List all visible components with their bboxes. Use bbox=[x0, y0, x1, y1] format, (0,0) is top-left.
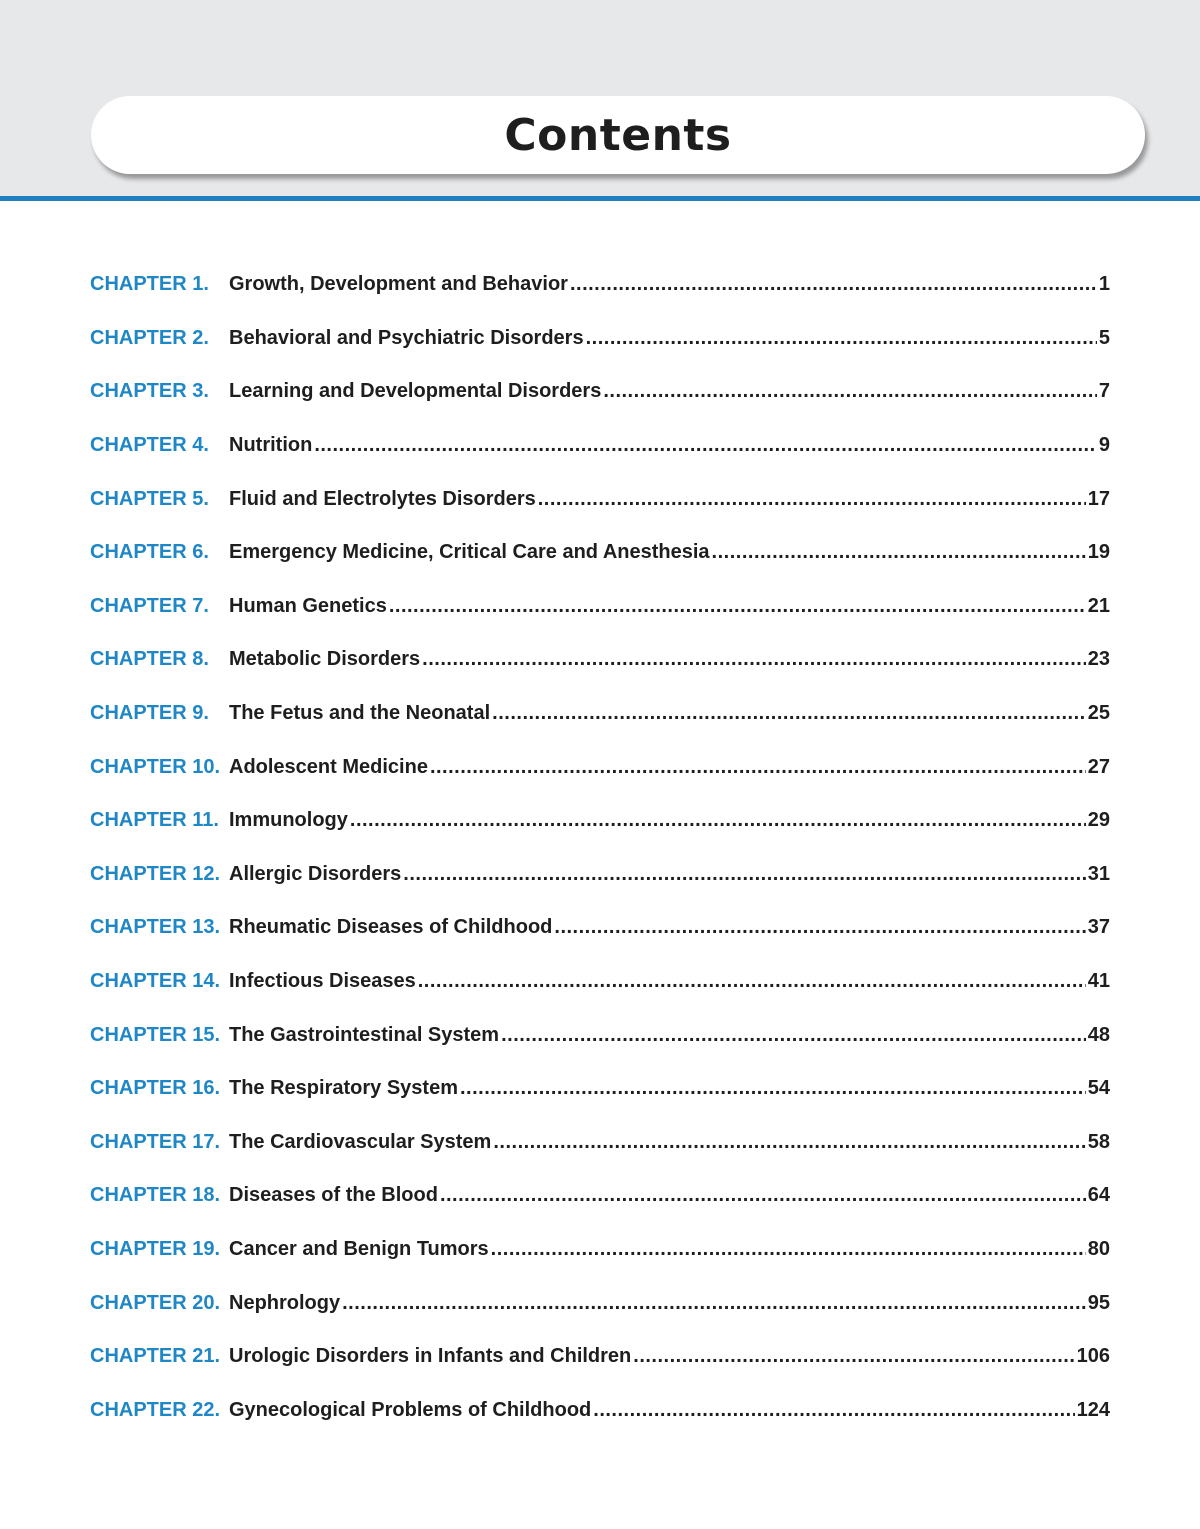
toc-entry[interactable] bbox=[90, 687, 1110, 741]
dot-leader bbox=[593, 1399, 1074, 1422]
chapter-entry bbox=[229, 380, 1110, 403]
chapter-label: CHAPTER 16. bbox=[90, 1077, 221, 1100]
chapter-title[interactable]: Human Genetics bbox=[229, 594, 387, 617]
page-number: 7 bbox=[1098, 380, 1110, 403]
page-number: 37 bbox=[1087, 916, 1110, 939]
page-number: 54 bbox=[1087, 1077, 1110, 1100]
chapter-entry bbox=[229, 863, 1110, 886]
page-number: 41 bbox=[1087, 970, 1110, 993]
page-number: 25 bbox=[1087, 702, 1110, 725]
page-number: 106 bbox=[1076, 1345, 1110, 1368]
dot-leader bbox=[389, 595, 1086, 618]
chapter-entry bbox=[229, 1131, 1110, 1154]
toc-entry[interactable] bbox=[90, 901, 1110, 955]
dot-leader bbox=[430, 756, 1086, 779]
chapter-title[interactable]: The Respiratory System bbox=[229, 1077, 458, 1100]
toc-entry[interactable] bbox=[90, 312, 1110, 366]
chapter-title[interactable]: Metabolic Disorders bbox=[229, 648, 421, 671]
toc-entry[interactable] bbox=[90, 633, 1110, 687]
toc-entry[interactable] bbox=[90, 1008, 1110, 1062]
chapter-title[interactable]: Behavioral and Psychiatric Disorders bbox=[229, 326, 584, 349]
title-banner bbox=[91, 96, 1145, 174]
toc-entry[interactable] bbox=[90, 955, 1110, 1009]
toc-entry[interactable] bbox=[90, 1276, 1110, 1330]
chapter-title[interactable]: Nutrition bbox=[229, 434, 313, 457]
chapter-title[interactable]: Diseases of the Blood bbox=[229, 1184, 438, 1207]
page-number: 23 bbox=[1087, 648, 1110, 671]
chapter-label: CHAPTER 17. bbox=[90, 1130, 221, 1153]
chapter-title[interactable]: Allergic Disorders bbox=[229, 862, 402, 885]
page-number: 58 bbox=[1087, 1130, 1110, 1153]
dot-leader bbox=[422, 648, 1086, 671]
toc-entry[interactable] bbox=[90, 848, 1110, 902]
page-number: 9 bbox=[1098, 434, 1110, 457]
chapter-title[interactable]: The Cardiovascular System bbox=[229, 1130, 492, 1153]
chapter-entry bbox=[229, 1077, 1110, 1100]
chapter-title[interactable]: Cancer and Benign Tumors bbox=[229, 1237, 489, 1260]
chapter-title[interactable]: Infectious Diseases bbox=[229, 970, 416, 993]
chapter-title[interactable]: Rheumatic Diseases of Childhood bbox=[229, 916, 553, 939]
chapter-title[interactable]: Growth, Development and Behavior bbox=[229, 273, 568, 296]
page-number: 80 bbox=[1087, 1237, 1110, 1260]
page-title: Contents bbox=[504, 109, 732, 161]
chapter-entry bbox=[229, 488, 1110, 511]
dot-leader bbox=[491, 1238, 1086, 1261]
dot-leader bbox=[350, 809, 1086, 832]
toc-entry[interactable] bbox=[90, 1169, 1110, 1223]
page-number: 19 bbox=[1087, 541, 1110, 564]
dot-leader bbox=[538, 488, 1086, 511]
dot-leader bbox=[460, 1077, 1086, 1100]
chapter-entry bbox=[229, 541, 1110, 564]
dot-leader bbox=[440, 1184, 1086, 1207]
chapter-title[interactable]: The Fetus and the Neonatal bbox=[229, 702, 491, 725]
chapter-entry bbox=[229, 595, 1110, 618]
chapter-label: CHAPTER 12. bbox=[90, 862, 221, 885]
dot-leader bbox=[493, 1131, 1085, 1154]
dot-leader bbox=[633, 1345, 1074, 1368]
chapter-label: CHAPTER 4. bbox=[90, 434, 209, 457]
chapter-entry bbox=[229, 1238, 1110, 1261]
chapter-label: CHAPTER 3. bbox=[90, 380, 209, 403]
chapter-entry bbox=[229, 1292, 1110, 1315]
chapter-entry bbox=[229, 648, 1110, 671]
chapter-title[interactable]: Gynecological Problems of Childhood bbox=[229, 1398, 592, 1421]
chapter-label: CHAPTER 21. bbox=[90, 1345, 221, 1368]
chapter-label: CHAPTER 15. bbox=[90, 1023, 221, 1046]
chapter-label: CHAPTER 7. bbox=[90, 594, 209, 617]
chapter-label: CHAPTER 13. bbox=[90, 916, 221, 939]
chapter-label: CHAPTER 5. bbox=[90, 487, 209, 510]
toc-entry[interactable] bbox=[90, 1223, 1110, 1277]
chapter-title[interactable]: The Gastrointestinal System bbox=[229, 1023, 500, 1046]
dot-leader bbox=[418, 970, 1086, 993]
page-number: 124 bbox=[1076, 1398, 1110, 1421]
dot-leader bbox=[403, 863, 1085, 886]
toc-entry[interactable] bbox=[90, 365, 1110, 419]
dot-leader bbox=[342, 1292, 1086, 1315]
toc-entry[interactable] bbox=[90, 1116, 1110, 1170]
chapter-entry bbox=[229, 756, 1110, 779]
toc-entry[interactable] bbox=[90, 740, 1110, 794]
chapter-label: CHAPTER 8. bbox=[90, 648, 209, 671]
chapter-title[interactable]: Urologic Disorders in Infants and Children bbox=[229, 1345, 632, 1368]
page-number: 5 bbox=[1098, 326, 1110, 349]
page-number: 64 bbox=[1087, 1184, 1110, 1207]
chapter-label: CHAPTER 22. bbox=[90, 1398, 221, 1421]
toc-entry[interactable] bbox=[90, 1330, 1110, 1384]
chapter-label: CHAPTER 9. bbox=[90, 702, 209, 725]
chapter-entry bbox=[229, 434, 1110, 457]
dot-leader bbox=[501, 1024, 1086, 1047]
toc-entry[interactable] bbox=[90, 526, 1110, 580]
toc-entry[interactable] bbox=[90, 258, 1110, 312]
toc-entry[interactable] bbox=[90, 1062, 1110, 1116]
chapter-label: CHAPTER 20. bbox=[90, 1291, 221, 1314]
toc-entry[interactable] bbox=[90, 1383, 1110, 1437]
dot-leader bbox=[712, 541, 1086, 564]
dot-leader bbox=[603, 380, 1097, 403]
toc-entry[interactable] bbox=[90, 580, 1110, 634]
chapter-title[interactable]: Nephrology bbox=[229, 1291, 341, 1314]
chapter-label: CHAPTER 1. bbox=[90, 273, 209, 296]
chapter-entry bbox=[229, 970, 1110, 993]
chapter-title[interactable]: Immunology bbox=[229, 809, 348, 832]
chapter-label: CHAPTER 6. bbox=[90, 541, 209, 564]
header-divider bbox=[0, 196, 1200, 201]
chapter-entry bbox=[229, 1399, 1110, 1422]
chapter-entry bbox=[229, 1024, 1110, 1047]
chapter-entry bbox=[229, 327, 1110, 350]
chapter-label: CHAPTER 19. bbox=[90, 1237, 221, 1260]
toc-entry[interactable] bbox=[90, 794, 1110, 848]
dot-leader bbox=[570, 273, 1097, 296]
chapter-entry bbox=[229, 702, 1110, 725]
dot-leader bbox=[314, 434, 1097, 457]
toc-entry[interactable] bbox=[90, 472, 1110, 526]
chapter-title[interactable]: Fluid and Electrolytes Disorders bbox=[229, 487, 536, 510]
table-of-contents bbox=[90, 258, 1110, 1437]
page-number: 1 bbox=[1098, 273, 1110, 296]
chapter-label: CHAPTER 11. bbox=[90, 809, 219, 832]
chapter-label: CHAPTER 10. bbox=[90, 755, 221, 778]
chapter-title[interactable]: Emergency Medicine, Critical Care and Anesthesia bbox=[229, 541, 710, 564]
dot-leader bbox=[554, 916, 1085, 939]
toc-entry[interactable] bbox=[90, 419, 1110, 473]
chapter-entry bbox=[229, 1184, 1110, 1207]
page-number: 48 bbox=[1087, 1023, 1110, 1046]
chapter-entry bbox=[229, 273, 1110, 296]
chapter-title[interactable]: Learning and Developmental Disorders bbox=[229, 380, 602, 403]
chapter-entry bbox=[229, 916, 1110, 939]
chapter-title[interactable]: Adolescent Medicine bbox=[229, 755, 428, 778]
page-number: 17 bbox=[1087, 487, 1110, 510]
page-number: 29 bbox=[1087, 809, 1110, 832]
page-number: 21 bbox=[1087, 594, 1110, 617]
page-number: 95 bbox=[1087, 1291, 1110, 1314]
page-number: 31 bbox=[1087, 862, 1110, 885]
dot-leader bbox=[586, 327, 1097, 350]
chapter-label: CHAPTER 2. bbox=[90, 326, 209, 349]
chapter-entry bbox=[229, 1345, 1110, 1368]
chapter-label: CHAPTER 14. bbox=[90, 970, 221, 993]
dot-leader bbox=[492, 702, 1086, 725]
chapter-label: CHAPTER 18. bbox=[90, 1184, 221, 1207]
page-number: 27 bbox=[1087, 755, 1110, 778]
chapter-entry bbox=[229, 809, 1110, 832]
